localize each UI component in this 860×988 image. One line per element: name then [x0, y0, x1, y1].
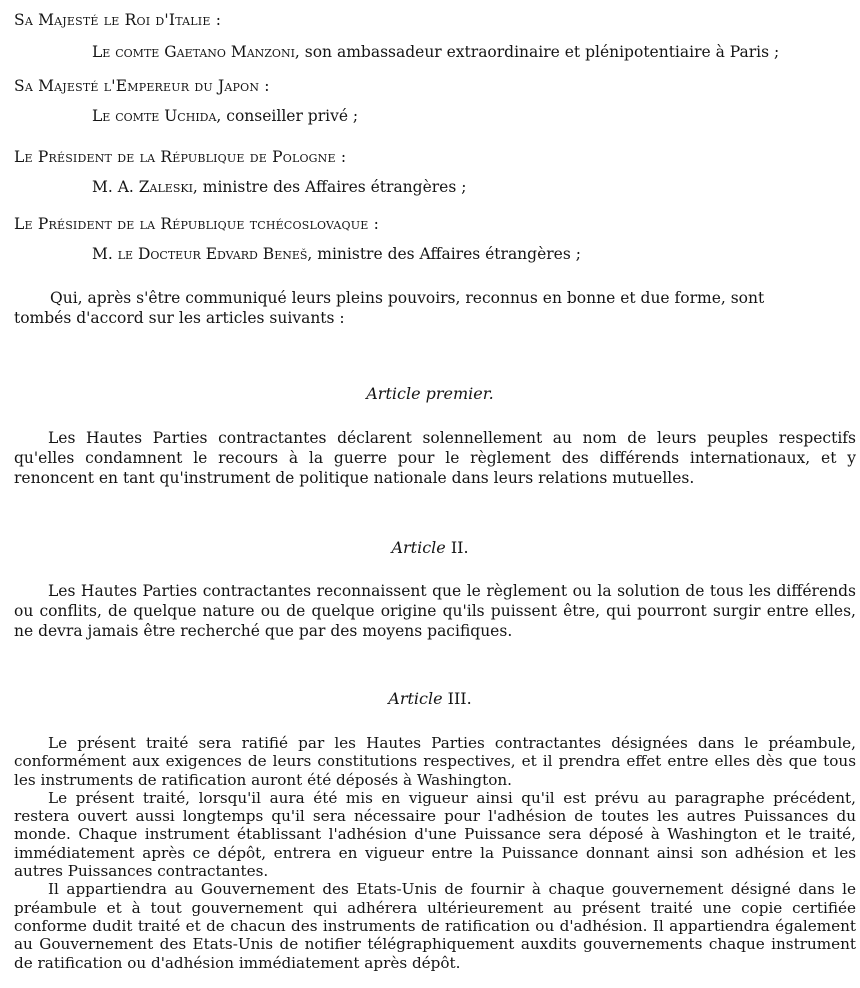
article-2-heading [0, 538, 860, 558]
party-colon: : [368, 215, 380, 233]
party-name: Sa Majesté le Roi d'Italie [14, 11, 211, 29]
article-paragraph: Il appartiendra au Gouvernement des Etats-Unis de fournir à chaque gouvernement désigné dans le préambule et à tout gouvernement qui adhérera ultérieurement au présent traité une copie certifiée conforme dudit traité et de chacun des instruments de ratification ou d'adhésion. Il appartiendra également au Gouvernement des Etats-Unis de notifier télégraphiquement auxdits gouvernements chaque instrument de ratification ou d'adhésion immédiatement après dépôt. [14, 880, 856, 972]
article-paragraph: Les Hautes Parties contractantes reconnaissent que le règlement ou la solution de tous les différends ou conflits, de quelque nature ou de quelque origine qu'ils puissent être, qui pourront surgir entre elles, ne devra jamais être recherché que par des moyens pacifiques. [14, 582, 856, 640]
article-paragraph: Le présent traité sera ratifié par les Hautes Parties contractantes désignées dans le préambule, conformément aux exigences de leurs constitutions respectives, et il prendra effet entre elles dès que tous les instruments de ratification auront été déposés à Washington. [14, 734, 856, 789]
party-colon: : [335, 148, 347, 166]
party-name: Le Président de la République tchécoslovaque [14, 215, 369, 233]
article-3-heading [0, 689, 860, 709]
article-label: Article [391, 538, 446, 557]
article-label: Article [388, 689, 443, 708]
party-name: Sa Majesté l'Empereur du Japon [14, 77, 260, 95]
article-3-body [14, 734, 856, 972]
party-colon: : [210, 11, 222, 29]
party-title-czechoslovakia [14, 214, 379, 234]
party-colon: : [259, 77, 270, 95]
representative-role: , ministre des Affaires étrangères ; [307, 245, 581, 263]
article-label: Article premier. [366, 384, 494, 403]
article-paragraph: Le présent traité, lorsqu'il aura été mis en vigueur ainsi qu'il est prévu au paragraphe précédent, restera ouvert aussi longtemps qu'il sera nécessaire pour l'adhésion de toutes les autres Puissances du monde. Chaque instrument établissant l'adhésion d'une Puissance sera déposé à Washington et le traité, immédiatement après ce dépôt, entrera en vigueur entre la Puissance donnant ainsi son adhésion et les autres Puissances contractantes. [14, 788, 856, 881]
article-paragraph: Les Hautes Parties contractantes déclarent solennellement au nom de leurs peuples respectifs qu'elles condamnent le recours à la guerre pour le règlement des différends internationaux, et y renoncent en tant qu'instrument de politique nationale dans leurs relations mutuelles. [14, 429, 856, 487]
representative-role: , son ambassadeur extraordinaire et plénipotentiaire à Paris ; [294, 43, 780, 61]
representative-role: , conseiller privé ; [216, 107, 359, 125]
representative-italy [92, 42, 779, 62]
representative-name: M. le Docteur Edvard Beneš [92, 245, 308, 263]
article-2-body [14, 581, 856, 641]
intro-line: tombés d'accord sur les articles suivants : [14, 309, 345, 327]
representative-role: , ministre des Affaires étrangères ; [192, 178, 467, 196]
representative-name: M. A. Zaleski [92, 178, 193, 196]
representative-poland [92, 177, 466, 197]
intro-line: Qui, après s'être communiqué leurs pleins pouvoirs, reconnus en bonne et due forme, sont [50, 289, 765, 307]
representative-japan [92, 106, 358, 126]
article-number: III. [442, 689, 472, 708]
party-title-japan [14, 76, 270, 96]
intro-paragraph [14, 288, 856, 328]
representative-name: Le comte Gaetano Manzoni [92, 43, 295, 61]
article-number: II. [445, 538, 469, 557]
article-1-body [14, 428, 856, 488]
party-title-poland [14, 147, 346, 167]
article-1-heading [0, 384, 860, 404]
representative-czechoslovakia [92, 244, 581, 264]
party-title-italy [14, 10, 221, 30]
party-name: Le Président de la République de Pologne [14, 148, 336, 166]
representative-name: Le comte Uchida [92, 107, 217, 125]
